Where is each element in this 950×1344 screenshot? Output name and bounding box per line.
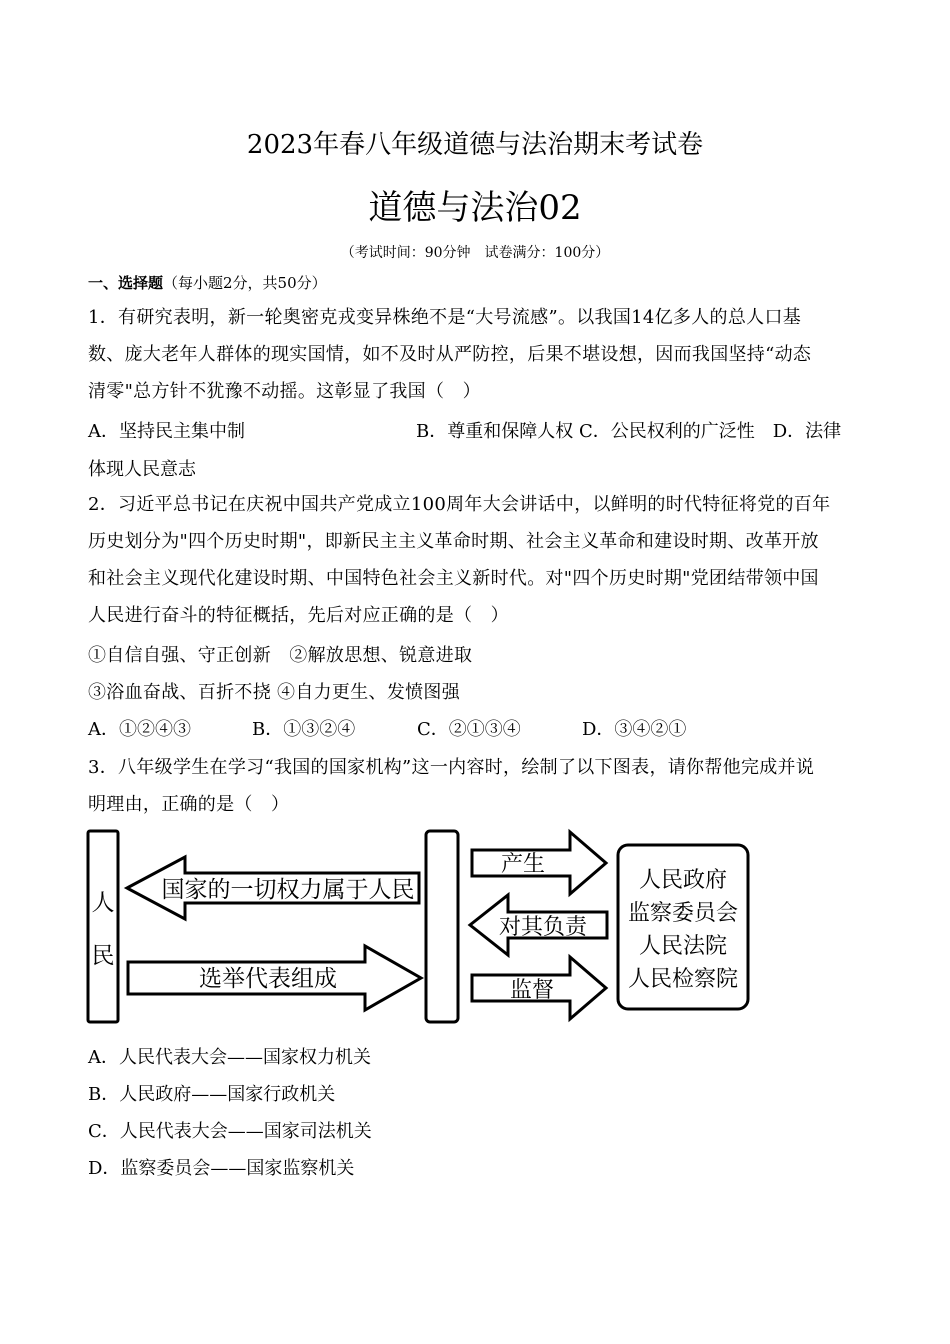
q3-line-2: 明理由，正确的是（ ） xyxy=(88,794,290,815)
q3-option-c: C．人民代表大会——国家司法机关 xyxy=(88,1121,372,1142)
q1-line-3: 清零"总方针不犹豫不动摇。这彰显了我国（ ） xyxy=(88,381,481,402)
q2-line-3: 和社会主义现代化建设时期、中国特色社会主义新时代。对"四个历史时期"党团结带领中国 xyxy=(88,568,819,589)
q3-line-1: 3．八年级学生在学习“我国的国家机构”这一内容时，绘制了以下图表，请你帮他完成并说 xyxy=(88,757,815,778)
exam-title: 2023年春八年级道德与法治期末考试卷 xyxy=(246,130,704,160)
people-label-1: 人 xyxy=(91,890,115,916)
q2-item-1: ①自信自强、守正创新 ②解放思想、锐意进取 xyxy=(88,645,473,666)
q3-option-b: B．人民政府——国家行政机关 xyxy=(88,1084,336,1105)
section-label: 一、选择题 xyxy=(88,274,164,292)
section-note: （每小题2分，共50分） xyxy=(163,274,327,292)
q2-line-2: 历史划分为"四个历史时期"，即新民主主义革命时期、社会主义革命和建设时期、改革开放 xyxy=(88,531,819,552)
responsible-arrow-label: 对其负责 xyxy=(498,915,588,940)
npc-box xyxy=(426,831,458,1022)
organ-government: 人民政府 xyxy=(638,868,728,893)
organ-procuratorate: 人民检察院 xyxy=(627,967,739,992)
q1-option-wrap: 体现人民意志 xyxy=(88,459,196,480)
q1-line-2: 数、庞大老年人群体的现实国情，如不及时从严防控，后果不堪设想，因而我国坚持“动态 xyxy=(88,344,812,365)
q1-option-a: A．坚持民主集中制 xyxy=(88,421,245,442)
power-arrow-label: 国家的一切权力属于人民 xyxy=(161,877,415,903)
organ-court: 人民法院 xyxy=(638,934,728,959)
q2-option-d: D．③④②① xyxy=(582,719,687,740)
q2-line-4: 人民进行奋斗的特征概括，先后对应正确的是（ ） xyxy=(88,605,509,626)
produce-arrow-label: 产生 xyxy=(500,852,546,877)
organ-supervision: 监察委员会 xyxy=(627,901,739,926)
q3-option-a: A．人民代表大会——国家权力机关 xyxy=(88,1047,371,1068)
q2-option-b: B．①③②④ xyxy=(252,719,356,740)
exam-meta: （考试时间：90分钟 试卷满分：100分） xyxy=(340,245,610,261)
q2-option-a: A．①②④③ xyxy=(88,719,191,740)
people-box xyxy=(88,831,118,1022)
elect-arrow-label: 选举代表组成 xyxy=(199,966,337,992)
q1-line-1: 1．有研究表明，新一轮奥密克戎变异株绝不是“大号流感”。以我国14亿多人的总人口基 xyxy=(88,307,802,328)
exam-subtitle: 道德与法治02 xyxy=(368,188,582,228)
supervise-arrow-label: 监督 xyxy=(509,978,555,1003)
q1-option-bcd: B．尊重和保障人权 C．公民权利的广泛性 D．法律 xyxy=(416,421,842,442)
people-label-2: 民 xyxy=(91,943,115,969)
q2-option-c: C．②①③④ xyxy=(417,719,521,740)
q2-item-2: ③浴血奋战、百折不挠 ④自力更生、发愤图强 xyxy=(88,682,461,703)
q2-line-1: 2．习近平总书记在庆祝中国共产党成立100周年大会讲话中，以鲜明的时代特征将党的百年 xyxy=(88,494,831,515)
q3-option-d: D．监察委员会——国家监察机关 xyxy=(88,1158,355,1179)
